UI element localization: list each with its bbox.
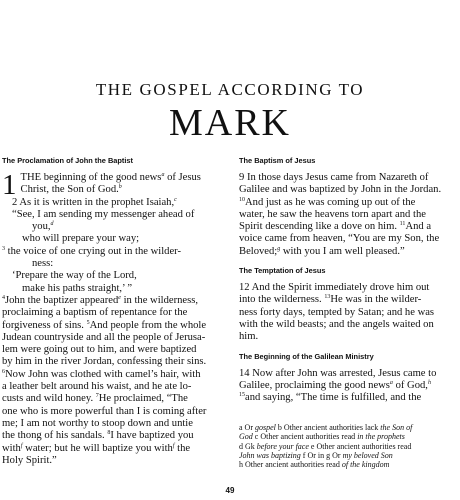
right-text-ministry — [239, 368, 460, 405]
text-line: lem were going out to him, and were baptized — [2, 344, 197, 356]
text-line: a leather belt around his waist, and he ate lo- — [2, 381, 192, 393]
text-line: the thong of his sandals. $^8$I have baptized you — [2, 430, 194, 442]
footnote-line: John was baptizing f Or in g Or my beloved Son — [239, 450, 393, 460]
poetry-line: $^3$ the voice of one crying out in the wilder- — [2, 245, 182, 257]
text-line: forgiveness of sins. $^5$And people from the whole — [2, 319, 207, 331]
text-line: custs and wild honey. $^7$He proclaimed, “The — [2, 393, 188, 405]
footnotes — [239, 423, 460, 469]
page-number: 49 — [225, 486, 235, 495]
left-column — [2, 156, 229, 467]
poetry-line: who will prepare your way; — [22, 233, 140, 245]
text-line: by him in the river Jordan, confessing their sins. — [2, 356, 207, 368]
text-line: ness forty days, tempted by Satan; and he was — [239, 306, 435, 318]
poetry-line: ness: — [32, 258, 54, 270]
text-line: $^{10}$And just as he was coming up out of the — [239, 196, 416, 208]
text-line: Galilee and was baptized by John in the Jordan. — [239, 184, 442, 196]
text-line: $^6$Now John was clothed with camel’s hair, with — [2, 368, 201, 380]
footnote-line: h Other ancient authorities read of the kingdom — [239, 460, 390, 470]
right-column — [239, 156, 460, 404]
text-line: 14 Now after John was arrested, Jesus came to — [239, 367, 437, 379]
text-line: one who is more powerful than I is coming after — [2, 405, 207, 417]
poetry-line: make his paths straight,’ ” — [22, 282, 133, 294]
text-line: with$^f$ water; but he will baptize you with$^f$ the — [2, 442, 191, 454]
text-line: him. — [239, 331, 259, 343]
text-line: 2 As it is written in the prophet Isaiah,$^c$ — [12, 196, 177, 208]
text-line: into the wilderness. $^{13}$He was in the wilder- — [239, 294, 422, 306]
text-line: $^{15}$and saying, “The time is fulfilled, and the — [239, 392, 422, 404]
poetry-line: you,$^d$ — [32, 221, 54, 233]
text-line: Christ, the Son of God.$^b$ — [20, 184, 122, 196]
book-pretitle: THE GOSPEL ACCORDING TO — [95, 80, 365, 99]
left-text — [2, 169, 229, 467]
footnote-line: God c Other ancient authorities read in the prophets — [239, 432, 405, 442]
footnote-line: a Or gospel b Other ancient authorities lack the Son of — [239, 423, 413, 432]
text-line: Judean countryside and all the people of Jerusa- — [2, 331, 206, 343]
text-line: 12 And the Spirit immediately drove him out — [239, 282, 430, 294]
section-heading-baptism: The Baptism of Jesus — [239, 156, 316, 165]
text-line: proclaiming a baptism of repentance for the — [2, 307, 188, 319]
poetry-line: ‘Prepare the way of the Lord, — [12, 270, 137, 282]
section-heading-temptation: The Temptation of Jesus — [239, 266, 326, 276]
text-line: THE beginning of the good news$^a$ of Jesus — [20, 172, 201, 183]
right-text-baptism — [239, 172, 460, 258]
text-line: 9 In those days Jesus came from Nazareth of — [239, 172, 429, 183]
text-line: me; I am not worthy to stoop down and untie — [2, 417, 193, 429]
book-title: MARK — [168, 102, 292, 144]
footnote-line: d Gk before your face e Other ancient authorities read — [239, 441, 412, 451]
chapter-number: 1 — [2, 169, 17, 201]
text-line: Spirit descending like a dove on him. $^{11}$And a — [239, 221, 432, 233]
text-line: Holy Spirit.” — [2, 454, 57, 466]
section-heading-galilean-ministry: The Beginning of the Galilean Ministry — [239, 351, 374, 361]
text-line: with the wild beasts; and the angels waited on — [239, 318, 434, 330]
right-text-temptation — [239, 282, 460, 343]
poetry-line: “See, I am sending my messenger ahead of — [12, 208, 195, 220]
text-line: Galilee, proclaiming the good news$^a$ of God,$^h$ — [239, 379, 431, 391]
text-line: Beloved;$^g$ with you I am well pleased.” — [239, 245, 405, 257]
text-line: water, he saw the heavens torn apart and the — [239, 208, 426, 220]
text-line: $^4$John the baptizer appeared$^e$ in the wilderness, — [2, 294, 199, 306]
text-line: voice came from heaven, “You are my Son, the — [239, 233, 440, 245]
section-heading-proclamation: The Proclamation of John the Baptist — [2, 156, 133, 165]
